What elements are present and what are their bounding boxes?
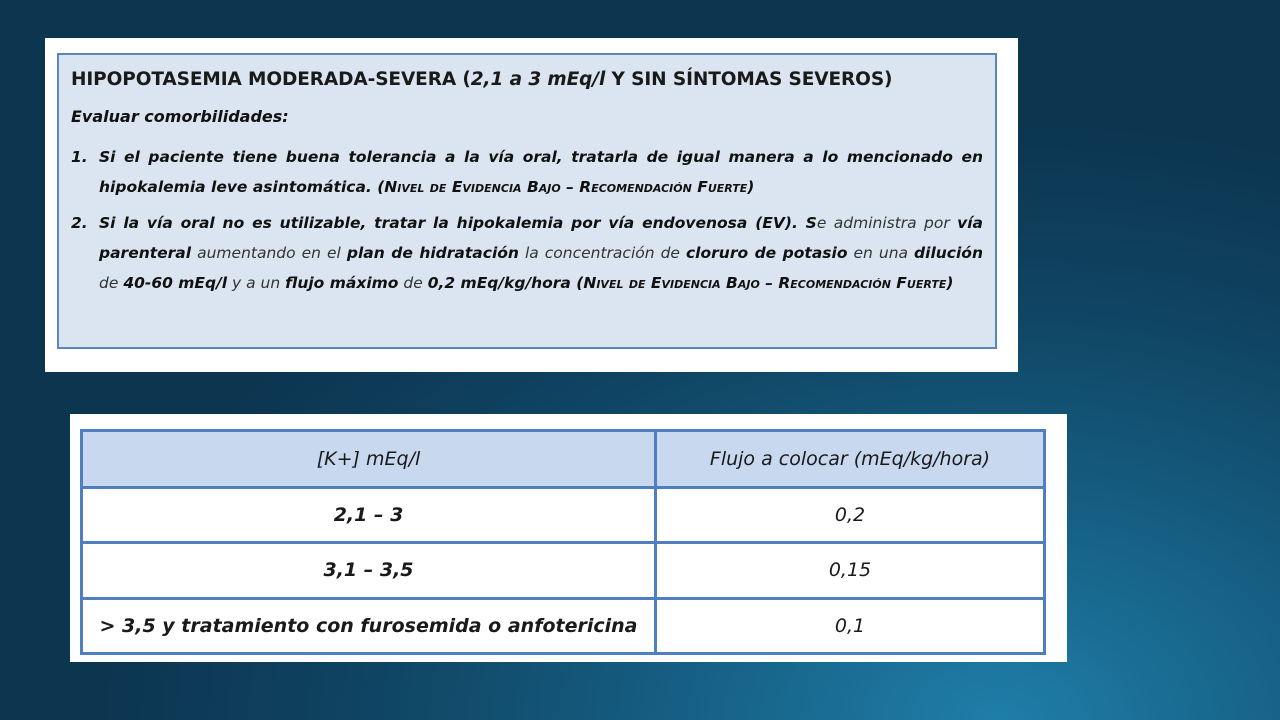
column-header-potassium: [K+] mEq/l [82,431,656,488]
potassium-range-cell: 2,1 – 3 [82,488,656,543]
table-row [82,543,1045,598]
protocol-box [57,53,997,349]
column-header-flow: Flujo a colocar (mEq/kg/hora) [656,431,1045,488]
list-item-1 [71,142,983,202]
table-header-row [82,431,1045,488]
flow-value-cell: 0,15 [656,543,1045,598]
protocol-subtitle: Evaluar comorbilidades: [71,107,289,126]
protocol-card [45,38,1018,372]
item-number: 1. [71,148,88,166]
item-number: 2. [71,214,88,232]
potassium-range-cell: 3,1 – 3,5 [82,543,656,598]
flow-value-cell: 0,2 [656,488,1045,543]
potassium-range-cell: > 3,5 y tratamiento con furosemida o anfotericina [82,598,656,653]
dosage-table [80,429,1046,655]
protocol-title: HIPOPOTASEMIA MODERADA-SEVERA (2,1 a 3 mEq/l Y SIN SÍNTOMAS SEVEROS) [71,69,893,90]
table-row [82,488,1045,543]
table-row [82,598,1045,653]
evidence-note: (Nivel de Evidencia Bajo – Recomendación Fuerte) [377,178,755,196]
dosage-table-card [70,414,1067,662]
item-text: Si el paciente tiene buena tolerancia a la vía oral, tratarla de igual manera a lo mencionado en hipokalemia leve asintomática. [99,148,983,196]
list-item-2: 2. Si la vía oral no es utilizable, tratar la hipokalemia por vía endovenosa (EV). Se administra por vía parenteral aumentando en el plan de hidratación la concentración de cloruro de potasio en una dilución de 40-60 mEq/l y a un flujo máximo de 0,2 mEq/kg/hora (Nivel de Evidencia Bajo – Recomendación Fuerte) [71,208,983,298]
evidence-note: (Nivel de Evidencia Bajo – Recomendación Fuerte) [570,274,954,292]
flow-value-cell: 0,1 [656,598,1045,653]
